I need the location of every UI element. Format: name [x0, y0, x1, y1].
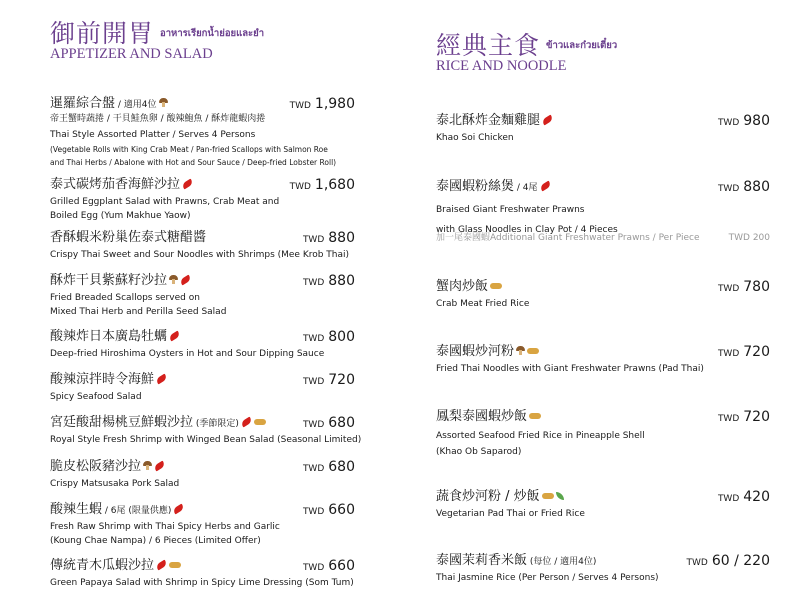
section-title-zh: 御前開胃 $^{อาหารเรียกน้ำย่อยและยำ}$	[50, 19, 265, 48]
item-desc: Deep-fried Hiroshima Oysters in Hot and Sour Dipping Sauce	[50, 349, 325, 359]
peanut-icon	[254, 419, 266, 425]
section-title-en: RICE AND NOODLE	[436, 58, 567, 74]
item-note: / 4尾	[514, 183, 538, 193]
menu-item	[436, 552, 770, 586]
item-price: TWD 880	[302, 273, 355, 289]
chili-icon	[168, 330, 181, 341]
item-price: TWD 680	[302, 459, 355, 475]
item-desc: Thai Jasmine Rice (Per Person / Serves 4 Persons)	[436, 573, 659, 583]
item-note: / 適用4位	[115, 100, 157, 110]
item-desc: Spicy Seafood Salad	[50, 392, 142, 402]
item-name: 酸辣炸日本廣島牡蠣	[50, 329, 168, 344]
chili-icon	[539, 180, 552, 191]
item-desc: Green Papaya Salad with Shrimp in Spicy Lime Dressing (Som Tum)	[50, 578, 354, 588]
section-title-th: ข้าวและก๋วยเตี๋ยว	[546, 40, 618, 51]
menu-item	[436, 278, 770, 312]
section-title-en: APPETIZER AND SALAD	[50, 46, 213, 62]
item-note: / 6尾 (限量供應)	[102, 506, 172, 516]
addon-price: TWD 200	[728, 233, 770, 243]
item-desc: Fresh Raw Shrimp with Thai Spicy Herbs and Garlic	[50, 522, 280, 532]
item-name: 宮廷酸甜楊桃豆鮮蝦沙拉	[50, 415, 194, 430]
item-price: TWD 780	[717, 279, 770, 295]
item-price: TWD 1,680	[289, 177, 355, 193]
item-name: 泰國茉莉香米飯	[436, 553, 528, 568]
item-name: 酥炸干貝紫蘇籽沙拉	[50, 273, 168, 288]
item-name: 脆皮松阪豬沙拉	[50, 459, 142, 474]
item-desc: Thai Style Assorted Platter / Serves 4 Persons	[50, 129, 256, 140]
item-desc: Crispy Matsusaka Pork Salad	[50, 479, 180, 489]
mushroom-icon	[143, 461, 152, 470]
menu-item	[436, 488, 770, 522]
item-price: TWD 720	[717, 344, 770, 360]
item-desc: Crab Meat Fried Rice	[436, 299, 530, 309]
item-price: TWD 1,980	[289, 96, 355, 112]
section-title-zh: 經典主食 $^{ข้าวและก๋วยเตี๋ยว}$	[436, 31, 618, 60]
peanut-icon	[169, 562, 181, 568]
item-desc: Assorted Seafood Fried Rice in Pineapple Shell	[436, 431, 645, 441]
item-name: 酸辣涼拌時令海鮮	[50, 372, 155, 387]
menu-item	[50, 229, 355, 263]
item-price: TWD 660	[302, 558, 355, 574]
item-desc: Boiled Egg (Yum Makhue Yaow)	[50, 210, 191, 221]
chili-icon	[181, 178, 194, 189]
item-name: 傳統青木瓜蝦沙拉	[50, 558, 155, 573]
item-desc: Braised Giant Freshwater Prawns	[436, 205, 585, 215]
menu-item	[436, 408, 770, 460]
menu-item	[50, 414, 362, 448]
item-note: (季節限定)	[193, 419, 239, 429]
item-desc: and Thai Herbs / Abalone with Hot and Sour Sauce / Deep-fried Lobster Roll)	[50, 157, 337, 167]
item-desc: Khao Soi Chicken	[436, 133, 514, 143]
item-name: 香酥蝦米粉巢佐泰式糖醋醬	[50, 230, 207, 245]
menu-item	[50, 272, 355, 319]
item-price: TWD 980	[717, 113, 770, 129]
item-name: 酸辣生蝦	[50, 502, 103, 517]
menu-item	[436, 178, 770, 240]
leaf-icon	[556, 492, 564, 500]
chili-icon	[541, 114, 554, 125]
chili-icon	[240, 416, 253, 427]
item-price: TWD 720	[717, 409, 770, 425]
peanut-icon	[529, 413, 541, 419]
peanut-icon	[527, 348, 539, 354]
item-price: TWD 720	[302, 372, 355, 388]
item-name: 鳳梨泰國蝦炒飯	[436, 409, 528, 424]
item-desc: Royal Style Fresh Shrimp with Winged Bean Salad (Seasonal Limited)	[50, 435, 362, 445]
item-subline: 帝王蟹時蔬捲 / 干貝鮭魚卵 / 酸辣鮑魚 / 酥炸龍蝦肉捲	[50, 114, 266, 124]
chili-icon	[155, 559, 168, 570]
item-desc: Mixed Thai Herb and Perilla Seed Salad	[50, 306, 227, 317]
item-name: 泰式碳烤茄香海鮮沙拉	[50, 177, 181, 192]
peanut-icon	[542, 493, 554, 499]
menu-item	[50, 501, 355, 548]
item-desc: Fried Breaded Scallops served on	[50, 293, 200, 303]
item-name: 泰國蝦粉絲煲	[436, 179, 515, 194]
item-price: TWD 680	[302, 415, 355, 431]
chili-icon	[173, 503, 186, 514]
menu-item	[50, 557, 355, 591]
item-price: TWD 880	[717, 179, 770, 195]
mushroom-icon	[159, 98, 168, 107]
item-price: TWD 660	[302, 502, 355, 518]
mushroom-icon	[169, 275, 178, 284]
chili-icon	[155, 373, 168, 384]
item-price: TWD 800	[302, 329, 355, 345]
item-name: 泰國蝦炒河粉	[436, 344, 515, 359]
menu-item	[436, 112, 770, 146]
item-desc: Grilled Eggplant Salad with Prawns, Crab Meat and	[50, 197, 280, 207]
item-desc: Crispy Thai Sweet and Sour Noodles with Shrimps (Mee Krob Thai)	[50, 250, 350, 260]
item-desc: (Vegetable Rolls with King Crab Meat / Pan-fried Scallops with Salmon Roe	[50, 145, 328, 154]
item-name: 蔬食炒河粉 / 炒飯	[436, 489, 540, 504]
item-name: 蟹肉炒飯	[436, 279, 489, 294]
chili-icon	[153, 460, 166, 471]
item-price: TWD 420	[717, 489, 770, 505]
menu-item	[50, 371, 355, 405]
peanut-icon	[490, 283, 502, 289]
menu-item	[50, 328, 355, 362]
chili-icon	[179, 274, 192, 285]
item-desc: with Glass Noodles in Clay Pot / 4 Pieces	[436, 225, 618, 235]
item-price: TWD 880	[302, 230, 355, 246]
menu-item	[50, 95, 355, 169]
item-name: 泰北酥炸金麵雞腿	[436, 113, 541, 128]
item-note: (每位 / 適用4位)	[527, 557, 597, 567]
menu-item	[50, 176, 355, 223]
addon-label: 加一尾泰國蝦Additional Giant Freshwater Prawns / Per Piece	[436, 233, 700, 243]
section-title-th: อาหารเรียกน้ำย่อยและยำ	[160, 28, 265, 39]
menu-item	[50, 458, 355, 492]
item-desc: (Koung Chae Nampa) / 6 Pieces (Limited Offer)	[50, 535, 261, 546]
extra-prawn-addon	[436, 232, 770, 245]
item-name: 暹羅綜合盤	[50, 96, 116, 111]
item-desc: Fried Thai Noodles with Giant Freshwater Prawns (Pad Thai)	[436, 364, 704, 374]
menu-item	[436, 343, 770, 377]
item-price: TWD 60 / 220	[686, 553, 770, 569]
item-desc: (Khao Ob Saparod)	[436, 447, 522, 457]
mushroom-icon	[516, 346, 525, 355]
item-desc: Vegetarian Pad Thai or Fried Rice	[436, 509, 585, 519]
